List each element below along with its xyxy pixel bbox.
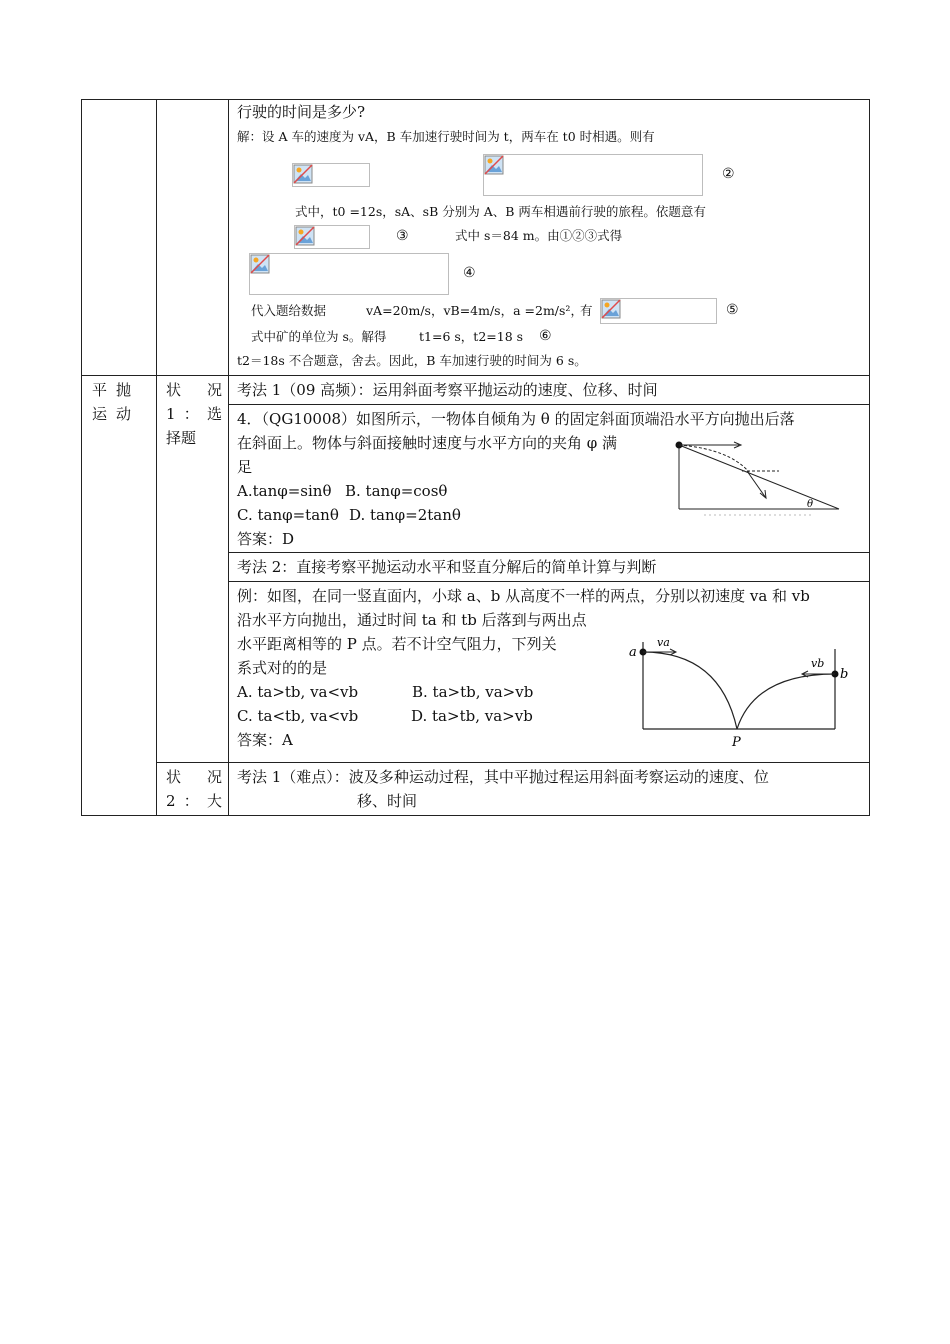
have-word: 有 [580,303,593,318]
formula-image-5 [600,298,717,324]
example-answer: 答案：A [237,731,293,749]
situation1-label: 状 况 1 ： 选 择题 [166,381,222,447]
q4-option-b: B. tanφ=cosθ [345,482,448,500]
example-line1: 例：如图，在同一竖直面内，小球 a、b 从高度不一样的两点，分别以初速度 va 和 vb [237,587,810,605]
formula-image-3 [294,225,370,249]
solution-line-3: 式中，t0 =12s，sA、sB 分别为 A、B 两车相遇前行驶的旅程。依题意有 [295,204,706,219]
question-tail: 行驶的时间是多少? [237,103,366,121]
method3-line1: 考法 1（难点）：波及多种运动过程，其中平抛过程运用斜面考察运动的速度、位 [237,768,769,786]
equation-mark-6: ⑥ [539,328,552,344]
method1-row [82,376,870,405]
formula-image-4 [249,253,449,295]
question4-cell [229,405,870,553]
broken-image-icon [601,299,621,319]
solution-times: t1=6 s，t2=18 s [419,329,524,344]
q4-option-d: D. tanφ=2tanθ [349,506,461,524]
empty-situation-cell [157,100,229,376]
q4-option-a: A.tanφ=sinθ [237,482,332,500]
solution-line-3b: 式中 s＝84 m。由①②③式得 [455,228,623,243]
solution-cell [229,100,870,376]
equation-mark-3: ③ [396,228,409,244]
method1-title-cell [229,376,870,405]
empty-category-cell [82,100,157,376]
q4-line1: 4．（QG10008）如图所示，一物体自倾角为 θ 的固定斜面顶端沿水平方向抛出后落 [237,410,795,428]
example-option-a: A. ta>tb, va<vb [237,683,359,701]
example-line3: 水平距离相等的 P 点。若不计空气阻力，下列关 [237,635,557,653]
category-label: 平抛运动 [92,381,141,423]
theta-label: θ [807,499,814,510]
method1-title: 考法 1（09 高频）：运用斜面考察平抛运动的速度、位移、时间 [237,381,658,399]
solution-conclusion: t2＝18s 不合题意，舍去。因此，B 车加速行驶的时间为 6 s。 [237,353,587,368]
solution-line-5: 式中矿的单位为 s。解得 [251,329,387,344]
method2-title: 考法 2：直接考察平抛运动水平和竖直分解后的简单计算与判断 [237,558,657,576]
formula-image-1 [292,163,370,187]
example-line4: 系式对的的是 [237,659,328,677]
incline-figure [674,435,844,517]
category-cell [82,376,157,816]
broken-image-icon [250,254,270,274]
q4-answer: 答案：D [237,530,295,548]
formula-image-2 [483,154,703,196]
method2-title-cell [229,553,870,582]
situation1-cell [157,376,229,763]
equation-mark-5: ⑤ [726,302,739,318]
data-intro: 代入题给数据 [251,303,327,318]
solution-row [82,100,870,376]
method3-cell [229,763,870,816]
broken-image-icon [293,164,313,184]
knowledge-table [81,99,870,816]
broken-image-icon [484,155,504,175]
given-data: vA=20m/s，vB=4m/s，a =2m/s²， [366,303,583,318]
example-line2: 沿水平方向抛出，通过时间 ta 和 tb 后落到与两出点 [237,611,587,629]
situation2-cell [157,763,229,816]
solution-intro: 解：设 A 车的速度为 vA，B 车加速行驶时间为 t，两车在 t0 时相遇。则有 [237,129,655,144]
label-p: P [732,735,741,750]
broken-image-icon [295,226,315,246]
label-b: b [840,667,849,682]
situation2-label: 状 况 2 ： 大 [166,768,222,810]
example-option-c: C. ta<tb, va<vb [237,707,359,725]
label-vb: vb [811,657,825,670]
method3-line2: 移、时间 [357,792,418,810]
q4-line2: 在斜面上。物体与斜面接触时速度与水平方向的夹角 φ 满 [237,434,618,452]
label-a: a [629,645,637,660]
q4-option-c: C. tanφ=tanθ [237,506,339,524]
label-va: va [657,636,670,649]
example-option-d: D. ta>tb, va>vb [411,707,533,725]
equation-mark-2: ② [722,166,735,182]
q4-line3: 足 [237,458,253,476]
example-cell [229,582,870,763]
equation-mark-4: ④ [463,265,476,281]
situation2-row [82,763,870,816]
projectile-figure [625,634,853,752]
example-option-b: B. ta>tb, va>vb [412,683,534,701]
